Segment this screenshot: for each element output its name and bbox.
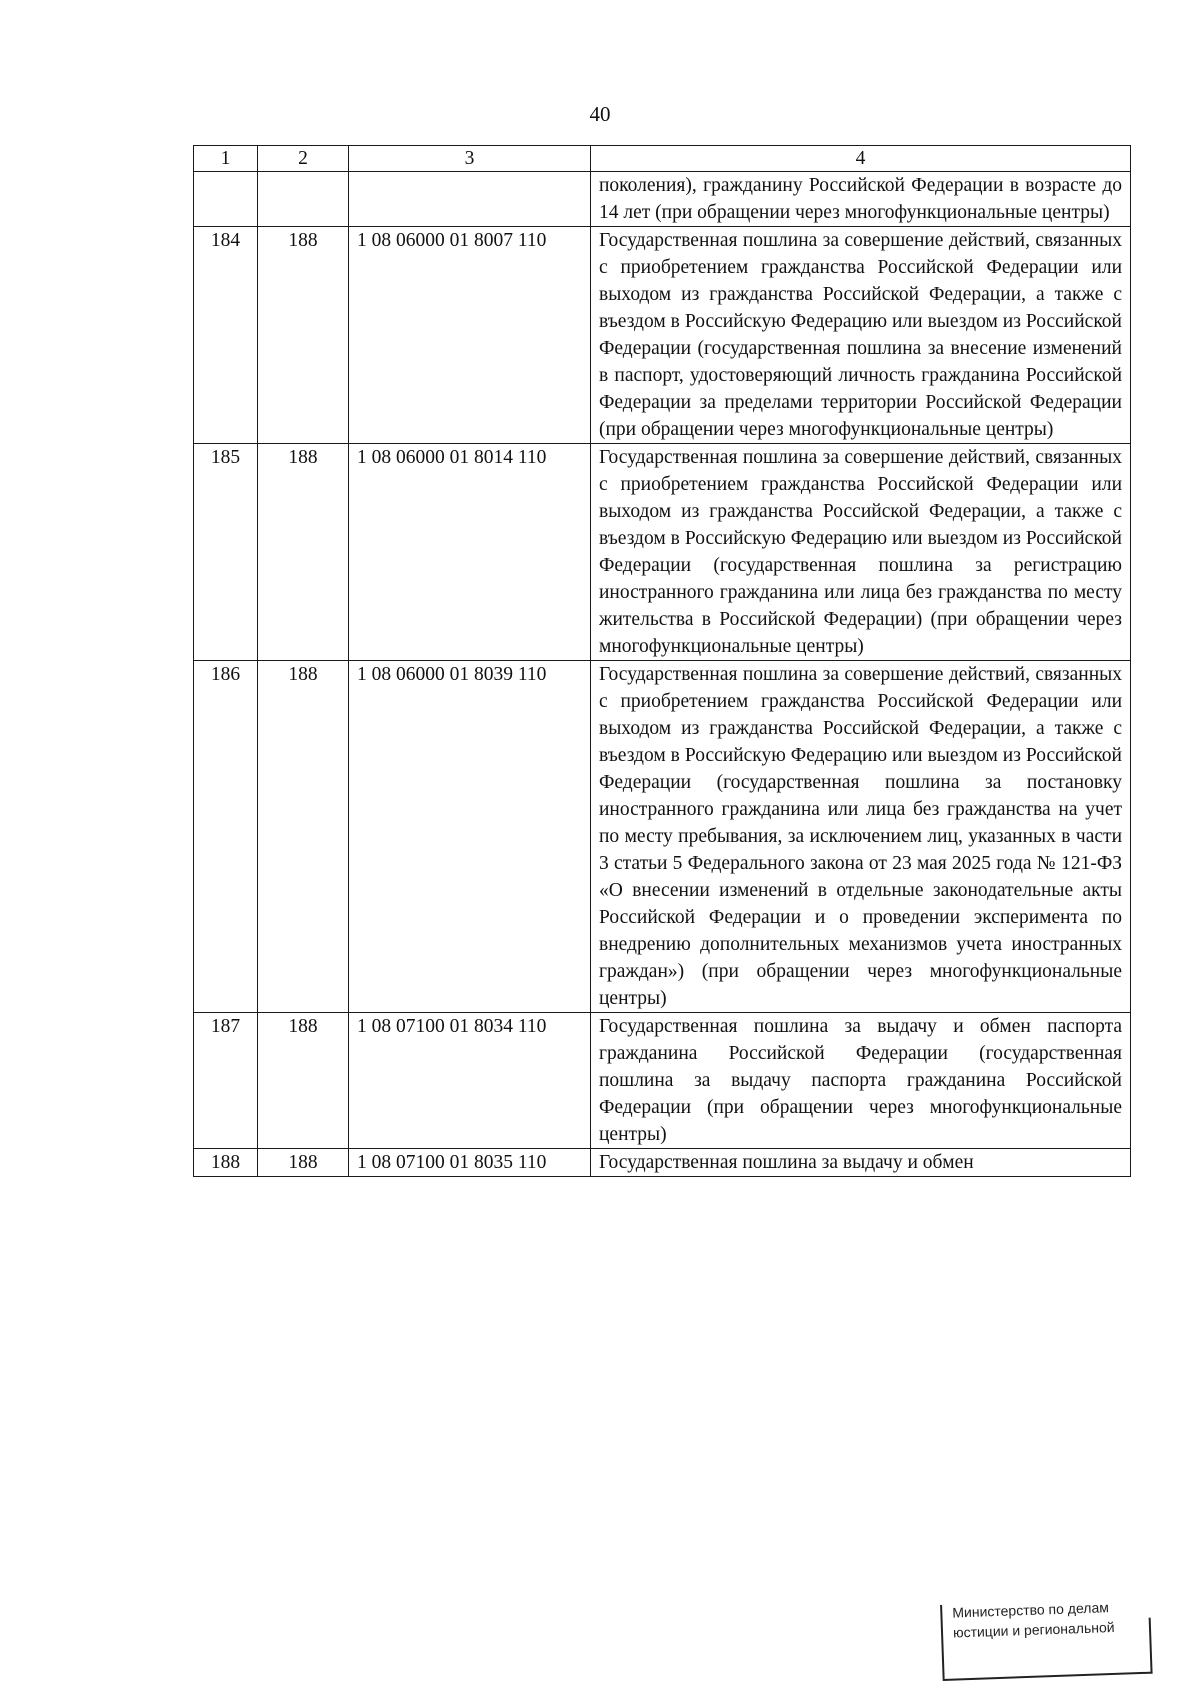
row-number: 184 xyxy=(194,227,258,444)
header-col-2: 2 xyxy=(258,146,349,172)
kbk-code: 1 08 06000 01 8014 110 xyxy=(349,444,591,661)
admin-code: 188 xyxy=(258,661,349,1013)
header-col-3: 3 xyxy=(349,146,591,172)
header-row xyxy=(194,146,1131,172)
row-number: 188 xyxy=(194,1149,258,1177)
fee-description: Государственная пошлина за совершение действий, связанных с приобретением гражданства Российской Федерации или выходом из гражданства Российской Федерации, а также с въездом в Российскую Федерацию или выездом из Российской Федерации (государственная пошлина за регистрацию иностранного гражданина или лица без гражданства по месту жительства в Российской Федерации) (при обращении через многофункциональные центры) xyxy=(591,444,1131,661)
table-row xyxy=(194,1013,1131,1149)
fee-description: Государственная пошлина за совершение действий, связанных с приобретением гражданства Российской Федерации или выходом из гражданства Российской Федерации, а также с въездом в Российскую Федерацию или выездом из Российской Федерации (государственная пошлина за внесение изменений в паспорт, удостоверяющий личность гражданина Российской Федерации за пределами территории Российской Федерации (при обращении через многофункциональные центры) xyxy=(591,227,1131,444)
table-row xyxy=(194,1149,1131,1177)
table-row xyxy=(194,227,1131,444)
fee-description: Государственная пошлина за выдачу и обмен xyxy=(591,1149,1131,1177)
admin-code: 188 xyxy=(258,1013,349,1149)
table-row xyxy=(194,172,1131,227)
kbk-code: 1 08 06000 01 8039 110 xyxy=(349,661,591,1013)
kbk-code xyxy=(349,172,591,227)
stamp-line-1: Министерство по делам xyxy=(952,1599,1110,1621)
stamp-border-bottom xyxy=(943,1672,1153,1681)
stamp-line-2: юстиции и региональной xyxy=(952,1618,1115,1641)
fee-description: поколения), гражданину Российской Федерации в возрасте до 14 лет (при обращении через многофункциональные центры) xyxy=(591,172,1131,227)
fees-table xyxy=(193,145,1131,1177)
fee-description: Государственная пошлина за совершение действий, связанных с приобретением гражданства Российской Федерации или выходом из гражданства Российской Федерации, а также с въездом в Российскую Федерацию или выездом из Российской Федерации (государственная пошлина за постановку иностранного гражданина или лица без гражданства на учет по месту пребывания, за исключением лиц, указанных в части 3 статьи 5 Федерального закона от 23 мая 2025 года № 121-ФЗ «О внесении изменений в отдельные законодательные акты Российской Федерации и о проведении эксперимента по внедрению дополнительных механизмов учета иностранных граждан») (при обращении через многофункциональные центры) xyxy=(591,661,1131,1013)
header-col-4: 4 xyxy=(591,146,1131,172)
kbk-code: 1 08 06000 01 8007 110 xyxy=(349,227,591,444)
table-row xyxy=(194,661,1131,1013)
page-number: 40 xyxy=(589,102,611,126)
admin-code xyxy=(258,172,349,227)
kbk-code: 1 08 07100 01 8035 110 xyxy=(349,1149,591,1177)
row-number: 185 xyxy=(194,444,258,661)
fee-description: Государственная пошлина за выдачу и обмен паспорта гражданина Российской Федерации (государственная пошлина за выдачу паспорта гражданина Российской Федерации (при обращении через многофункциональные центры) xyxy=(591,1013,1131,1149)
registration-stamp xyxy=(940,1595,1158,1682)
admin-code: 188 xyxy=(258,1149,349,1177)
table-row xyxy=(194,444,1131,661)
row-number: 186 xyxy=(194,661,258,1013)
row-number: 187 xyxy=(194,1013,258,1149)
row-number xyxy=(194,172,258,227)
admin-code: 188 xyxy=(258,227,349,444)
admin-code: 188 xyxy=(258,444,349,661)
header-col-1: 1 xyxy=(194,146,258,172)
kbk-code: 1 08 07100 01 8034 110 xyxy=(349,1013,591,1149)
